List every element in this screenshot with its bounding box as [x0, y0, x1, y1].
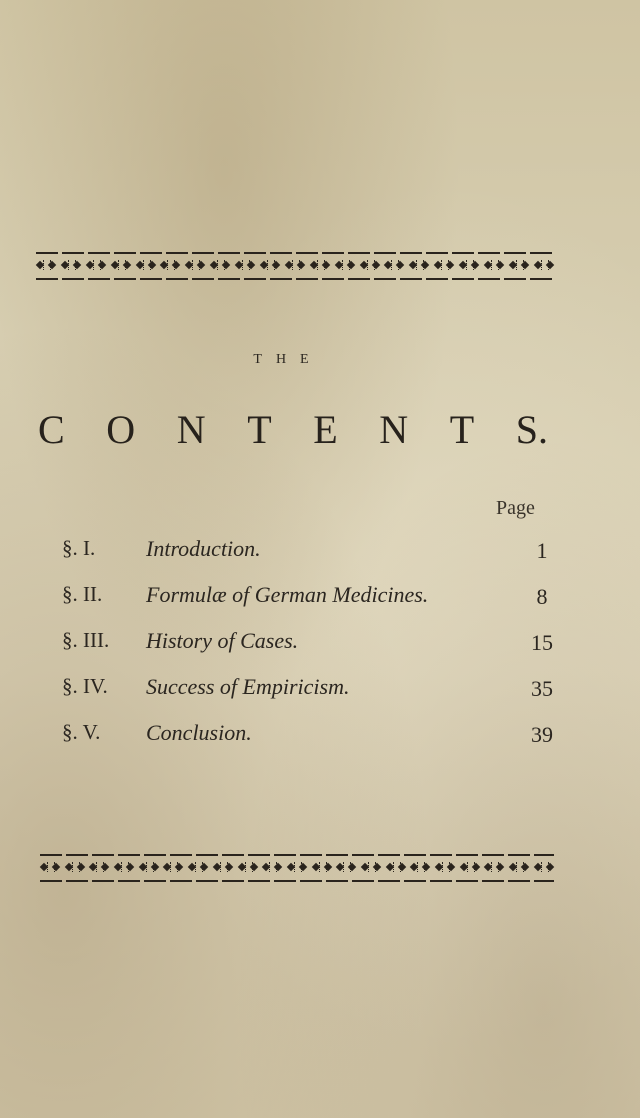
page-number: 39 [531, 722, 553, 747]
section-number: §. I. [62, 536, 96, 560]
section-number: §. V. [62, 720, 101, 744]
section-number: §. IV. [62, 674, 108, 698]
section-number: §. II. [62, 582, 103, 606]
page-number: 1 [536, 538, 548, 563]
toc-entry [62, 674, 562, 720]
contents-letter: T [247, 407, 272, 452]
section-title: Formulæ of German Medicines. [146, 582, 429, 607]
contents-letter: N [379, 407, 409, 452]
contents-letter: E [313, 407, 338, 452]
toc-entry [62, 720, 562, 766]
contents-letter: C [38, 407, 65, 452]
page-number: 15 [531, 630, 553, 655]
heading-the: THE [253, 352, 323, 367]
section-title: History of Cases. [146, 628, 299, 653]
table-of-contents [62, 536, 562, 766]
section-title: Introduction. [146, 536, 261, 561]
section-number: §. III. [62, 628, 110, 652]
contents-letter: O [106, 407, 136, 452]
contents-letter: S. [515, 407, 548, 452]
section-title: Conclusion. [146, 720, 252, 745]
contents-letter: T [449, 407, 475, 452]
toc-entry [62, 582, 562, 628]
page-number: 35 [531, 676, 553, 701]
section-title: Success of Empiricism. [146, 674, 350, 699]
contents-letter: N [176, 407, 206, 452]
heading-contents [38, 406, 548, 454]
toc-entry [62, 536, 562, 582]
page-number: 8 [536, 584, 548, 609]
top-ornamental-border [36, 252, 554, 280]
page-column-label: Page [496, 497, 535, 519]
toc-entry [62, 628, 562, 674]
bottom-ornamental-border [40, 854, 554, 882]
